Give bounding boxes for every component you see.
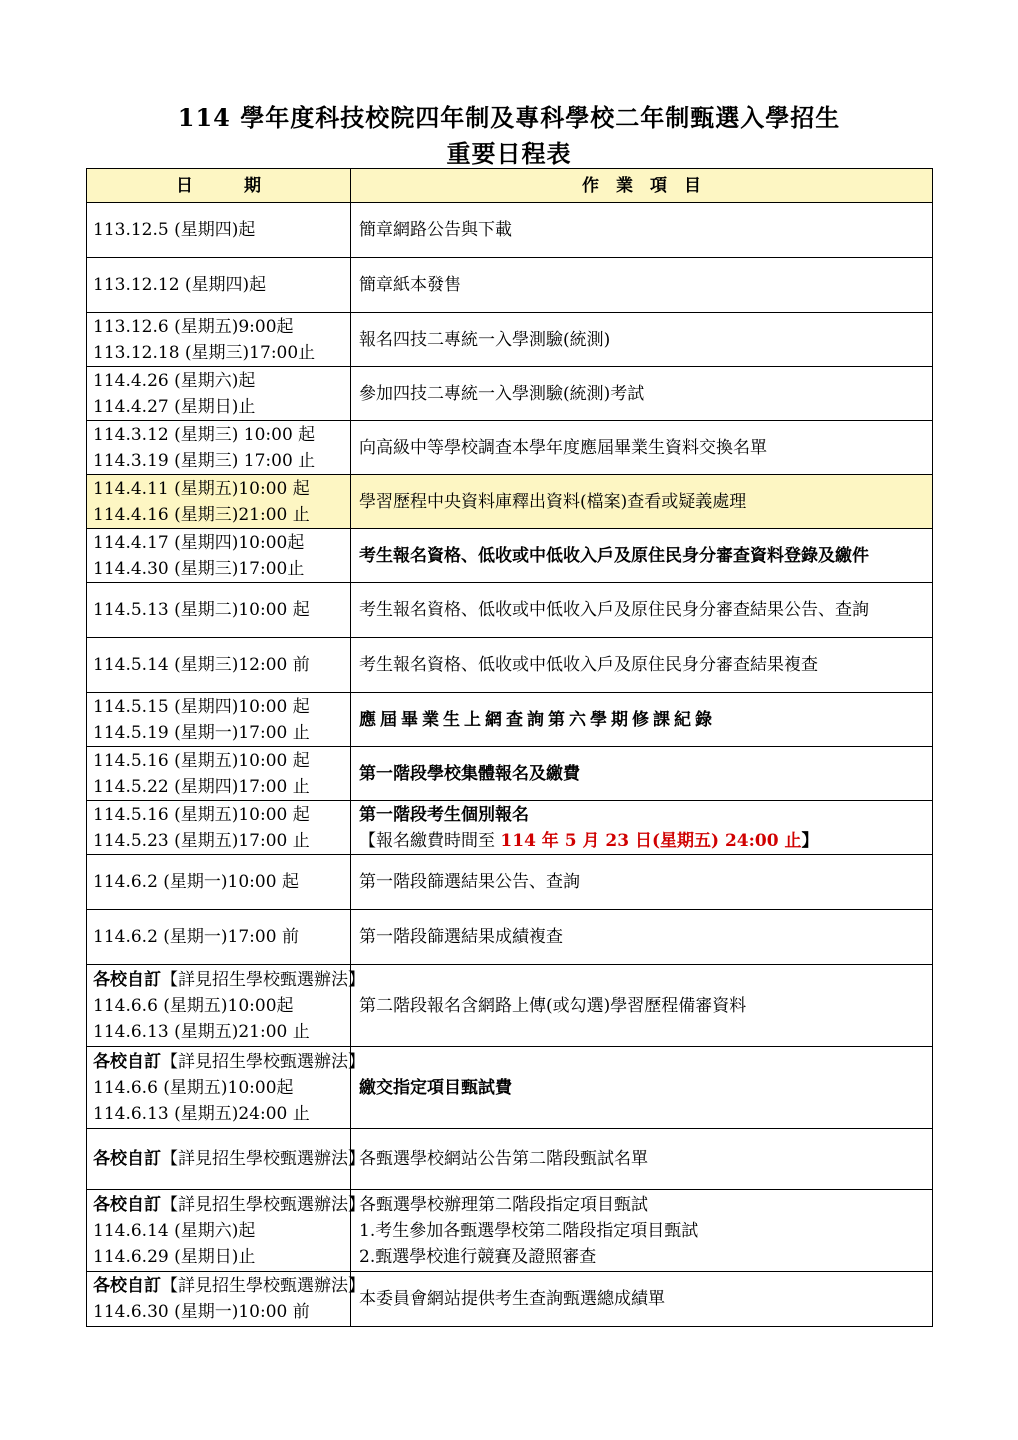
date-cell: 114.4.17 (星期四)10:00起 114.4.30 (星期三)17:00止 (87, 529, 351, 583)
item-cell: 簡章紙本發售 (351, 258, 933, 313)
date-cell: 各校自訂【詳見招生學校甄選辦法】 114.6.6 (星期五)10:00起 114.6.13 (星期五)21:00 止 (87, 965, 351, 1047)
table-row (87, 1190, 933, 1272)
date-cell: 114.4.11 (星期五)10:00 起 114.4.16 (星期三)21:00 止 (87, 475, 351, 529)
item-cell: 應屆畢業生上網查詢第六學期修課紀錄 (351, 693, 933, 747)
table-header-row (87, 169, 933, 203)
table-row (87, 855, 933, 910)
table-row (87, 747, 933, 801)
header-item: 作 業 項 目 (351, 169, 933, 203)
date-cell: 113.12.6 (星期五)9:00起 113.12.18 (星期三)17:00止 (87, 313, 351, 367)
table-row (87, 1047, 933, 1129)
date-cell: 113.12.12 (星期四)起 (87, 258, 351, 313)
date-cell: 各校自訂【詳見招生學校甄選辦法】 114.6.6 (星期五)10:00起 114.6.13 (星期五)24:00 止 (87, 1047, 351, 1129)
table-row (87, 1129, 933, 1190)
item-cell: 繳交指定項目甄試費 (351, 1047, 933, 1129)
header-date: 日 期 (87, 169, 351, 203)
item-cell: 第二階段報名含網路上傳(或勾選)學習歷程備審資料 (351, 965, 933, 1047)
date-cell: 各校自訂【詳見招生學校甄選辦法】 (87, 1129, 351, 1190)
table-row (87, 529, 933, 583)
date-cell: 各校自訂【詳見招生學校甄選辦法】 114.6.30 (星期一)10:00 前 (87, 1272, 351, 1327)
item-cell: 考生報名資格、低收或中低收入戶及原住民身分審查結果公告、查詢 (351, 583, 933, 638)
item-cell: 第一階段篩選結果成績複查 (351, 910, 933, 965)
table-row (87, 367, 933, 421)
table-row-highlighted (87, 475, 933, 529)
date-cell: 114.5.16 (星期五)10:00 起 114.5.22 (星期四)17:00 止 (87, 747, 351, 801)
date-cell: 114.3.12 (星期三) 10:00 起 114.3.19 (星期三) 17:00 止 (87, 421, 351, 475)
item-cell: 第一階段學校集體報名及繳費 (351, 747, 933, 801)
date-cell: 114.6.2 (星期一)10:00 起 (87, 855, 351, 910)
table-row (87, 693, 933, 747)
date-cell: 各校自訂【詳見招生學校甄選辦法】 114.6.14 (星期六)起 114.6.29 (星期日)止 (87, 1190, 351, 1272)
table-row (87, 638, 933, 693)
table-row (87, 1272, 933, 1327)
date-cell: 114.4.26 (星期六)起 114.4.27 (星期日)止 (87, 367, 351, 421)
item-cell: 學習歷程中央資料庫釋出資料(檔案)查看或疑義處理 (351, 475, 933, 529)
table-row (87, 583, 933, 638)
date-cell: 114.6.2 (星期一)17:00 前 (87, 910, 351, 965)
date-cell: 114.5.14 (星期三)12:00 前 (87, 638, 351, 693)
date-cell: 113.12.5 (星期四)起 (87, 203, 351, 258)
document-title: 114 學年度科技校院四年制及專科學校二年制甄選入學招生 (177, 103, 841, 132)
date-cell: 114.5.13 (星期二)10:00 起 (87, 583, 351, 638)
item-cell: 各甄選學校辦理第二階段指定項目甄試 1.考生參加各甄選學校第二階段指定項目甄試 2.甄選學校進行競賽及證照審查 (351, 1190, 933, 1272)
table-row (87, 421, 933, 475)
table-row (87, 801, 933, 855)
payment-deadline-note: 【報名繳費時間至 114 年 5 月 23 日(星期五) 24:00 止】 (359, 830, 819, 851)
item-cell: 考生報名資格、低收或中低收入戶及原住民身分審查結果複查 (351, 638, 933, 693)
schedule-table (86, 168, 933, 1327)
table-row (87, 258, 933, 313)
document-subtitle: 重要日程表 (446, 139, 572, 168)
table-row (87, 203, 933, 258)
item-cell: 考生報名資格、低收或中低收入戶及原住民身分審查資料登錄及繳件 (351, 529, 933, 583)
item-cell: 第一階段篩選結果公告、查詢 (351, 855, 933, 910)
item-cell: 本委員會網站提供考生查詢甄選總成績單 (351, 1272, 933, 1327)
item-cell: 各甄選學校網站公告第二階段甄試名單 (351, 1129, 933, 1190)
item-cell: 第一階段考生個別報名 【報名繳費時間至 114 年 5 月 23 日(星期五) 24:00 止】 (351, 801, 933, 855)
item-cell: 向高級中等學校調查本學年度應屆畢業生資料交換名單 (351, 421, 933, 475)
date-cell: 114.5.15 (星期四)10:00 起 114.5.19 (星期一)17:00 止 (87, 693, 351, 747)
table-row (87, 965, 933, 1047)
table-row (87, 910, 933, 965)
item-cell: 簡章網路公告與下載 (351, 203, 933, 258)
date-cell: 114.5.16 (星期五)10:00 起 114.5.23 (星期五)17:00 止 (87, 801, 351, 855)
table-row (87, 313, 933, 367)
item-cell: 參加四技二專統一入學測驗(統測)考試 (351, 367, 933, 421)
item-cell: 報名四技二專統一入學測驗(統測) (351, 313, 933, 367)
